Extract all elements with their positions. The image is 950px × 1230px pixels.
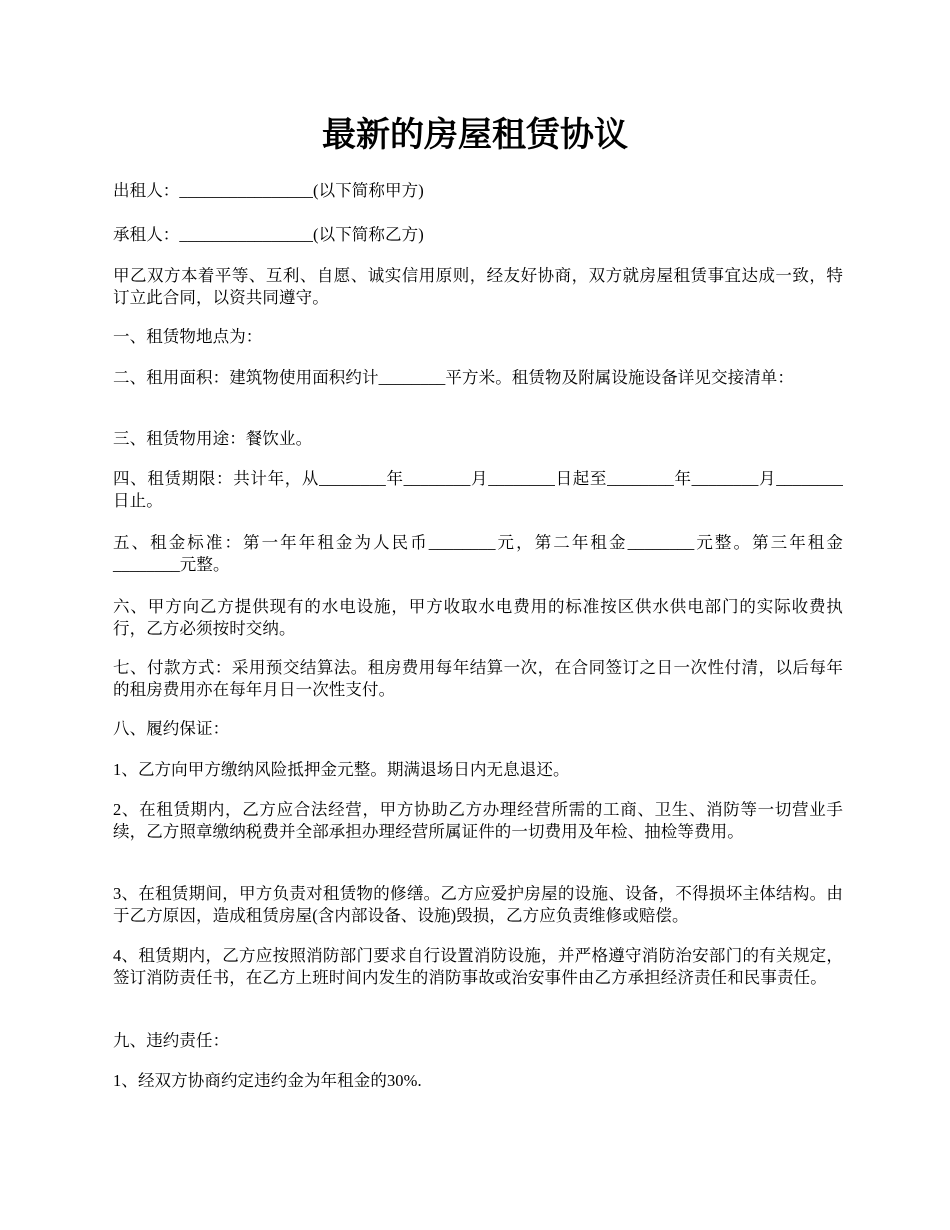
clause-5-rent: 五、租金标准：第一年年租金为人民币________元，第二年租金________元整。第三年租金________元整。 bbox=[113, 533, 843, 574]
clause-2-area: 二、租用面积：建筑物使用面积约计________平方米。租赁物及附属设施设备详见交接清单： bbox=[113, 368, 794, 387]
clause-3-purpose: 三、租赁物用途：餐饮业。 bbox=[113, 429, 313, 448]
clause-8-guarantee: 八、履约保证： bbox=[113, 719, 230, 738]
clause-8-item-3: 3、在租赁期间，甲方负责对租赁物的修缮。乙方应爱护房屋的设施、设备，不得损坏主体结构。由于乙方原因，造成租赁房屋(含内部设备、设施)毁损，乙方应负责维修或赔偿。 bbox=[113, 884, 843, 925]
clause-9-item-1: 1、经双方协商约定违约金为年租金的30%. bbox=[113, 1071, 422, 1090]
clause-4-term: 四、租赁期限：共计年，从________年________月________日起至________年________月________日止。 bbox=[113, 469, 843, 510]
preamble-paragraph: 甲乙双方本着平等、互利、自愿、诚实信用原则，经友好协商，双方就房屋租赁事宜达成一致，特订立此合同，以资共同遵守。 bbox=[113, 266, 843, 307]
lessor-line: 出租人：________________(以下简称甲方) bbox=[113, 181, 424, 200]
clause-8-item-1: 1、乙方向甲方缴纳风险抵押金元整。期满退场日内无息退还。 bbox=[113, 760, 570, 779]
clause-6-utilities: 六、甲方向乙方提供现有的水电设施，甲方收取水电费用的标准按区供水供电部门的实际收费执行，乙方必须按时交纳。 bbox=[113, 597, 843, 638]
document-title: 最新的房屋租赁协议 bbox=[322, 117, 628, 154]
lessee-line: 承租人：________________(以下简称乙方) bbox=[113, 225, 424, 244]
clause-1-location: 一、租赁物地点为： bbox=[113, 327, 263, 346]
clause-8-item-4: 4、租赁期内，乙方应按照消防部门要求自行设置消防设施，并严格遵守消防治安部门的有关规定，签订消防责任书，在乙方上班时间内发生的消防事故或治安事件由乙方承担经济责任和民事责任。 bbox=[113, 946, 843, 987]
clause-9-liability: 九、违约责任： bbox=[113, 1031, 230, 1050]
clause-7-payment: 七、付款方式：采用预交结算法。租房费用每年结算一次，在合同签订之日一次性付清，以后每年的租房费用亦在每年月日一次性支付。 bbox=[113, 658, 843, 699]
clause-8-item-2: 2、在租赁期内，乙方应合法经营，甲方协助乙方办理经营所需的工商、卫生、消防等一切营业手续，乙方照章缴纳税费并全部承担办理经营所属证件的一切费用及年检、抽检等费用。 bbox=[113, 800, 843, 841]
